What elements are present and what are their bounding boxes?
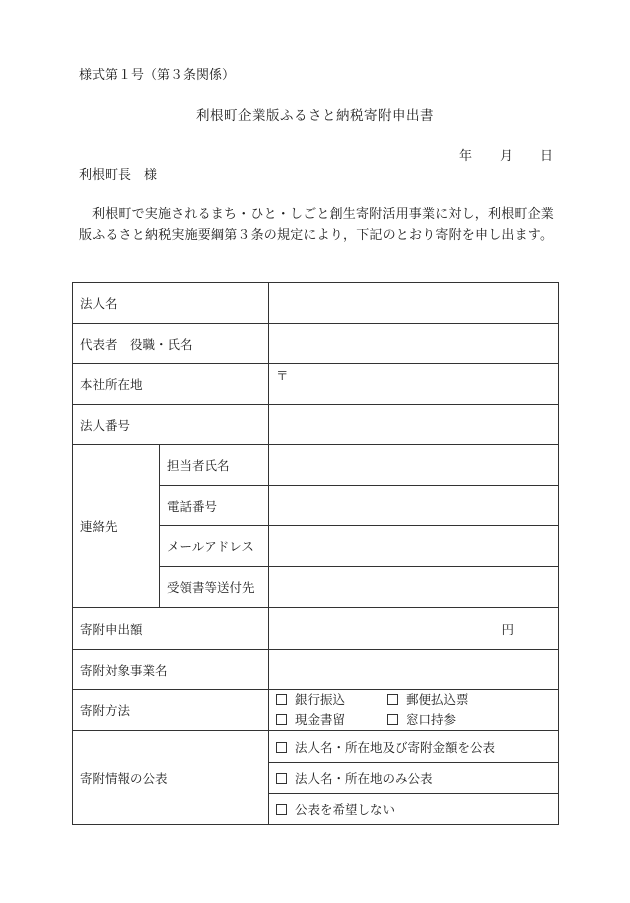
checkbox-icon[interactable] <box>387 714 398 725</box>
phone-field[interactable] <box>269 486 559 526</box>
checkbox-icon[interactable] <box>276 714 287 725</box>
amount-label: 寄附申出額 <box>73 608 269 650</box>
publication-option-full[interactable]: 法人名・所在地及び寄附金額を公表 <box>269 731 559 763</box>
method-bank-transfer[interactable]: 銀行振込 <box>276 690 387 710</box>
row-contact-person <box>73 445 559 486</box>
address-field[interactable] <box>269 364 559 405</box>
addressee: 利根町長 様 <box>79 168 158 183</box>
date-day: 日 <box>540 149 554 164</box>
corp-name-field[interactable] <box>269 283 559 324</box>
date-year: 年 <box>459 149 473 164</box>
rep-label: 代表者 役職・氏名 <box>73 324 269 364</box>
body-text: 利根町で実施されるまち・ひと・しごと創生寄附活用事業に対し，利根町企業版ふるさと納税実施要綱第３条の規定により，下記のとおり寄附を申し出ます。 <box>79 207 555 243</box>
row-corp-number <box>73 405 559 445</box>
contact-person-label: 担当者氏名 <box>160 445 269 486</box>
rep-field[interactable] <box>269 324 559 364</box>
publication-option-none[interactable]: 公表を希望しない <box>269 794 559 825</box>
receipt-label: 受領書等送付先 <box>160 567 269 608</box>
yen-unit: 円 <box>501 621 515 637</box>
method-counter[interactable]: 窓口持参 <box>387 710 498 730</box>
address-label: 本社所在地 <box>73 364 269 405</box>
email-label: メールアドレス <box>160 526 269 567</box>
publication-option-name-address[interactable]: 法人名・所在地のみ公表 <box>269 763 559 794</box>
corp-number-label: 法人番号 <box>73 405 269 445</box>
row-method <box>73 690 559 731</box>
form-number: 様式第１号（第３条関係） <box>79 68 236 83</box>
method-options <box>269 690 559 731</box>
checkbox-icon[interactable] <box>387 694 398 705</box>
method-postal-transfer[interactable]: 郵便払込票 <box>387 690 498 710</box>
publication-label: 寄附情報の公表 <box>73 731 269 825</box>
checkbox-icon[interactable] <box>276 742 287 753</box>
receipt-field[interactable] <box>269 567 559 608</box>
amount-field[interactable] <box>269 608 559 650</box>
row-amount <box>73 608 559 650</box>
row-corp-name <box>73 283 559 324</box>
project-label: 寄附対象事業名 <box>73 650 269 690</box>
contact-person-field[interactable] <box>269 445 559 486</box>
row-publication-1 <box>73 731 559 763</box>
method-cash-registered[interactable]: 現金書留 <box>276 710 387 730</box>
method-label: 寄附方法 <box>73 690 269 731</box>
contact-label: 連絡先 <box>73 445 160 608</box>
corp-name-label: 法人名 <box>73 283 269 324</box>
phone-label: 電話番号 <box>160 486 269 526</box>
corp-number-field[interactable] <box>269 405 559 445</box>
row-representative <box>73 324 559 364</box>
row-address <box>73 364 559 405</box>
row-project <box>73 650 559 690</box>
email-field[interactable] <box>269 526 559 567</box>
checkbox-icon[interactable] <box>276 773 287 784</box>
project-field[interactable] <box>269 650 559 690</box>
checkbox-icon[interactable] <box>276 804 287 815</box>
document-title: 利根町企業版ふるさと納税寄附申出書 <box>196 108 434 124</box>
date-month: 月 <box>500 149 514 164</box>
postal-mark: 〒 <box>276 368 289 383</box>
checkbox-icon[interactable] <box>276 694 287 705</box>
donation-form-table <box>72 282 559 825</box>
